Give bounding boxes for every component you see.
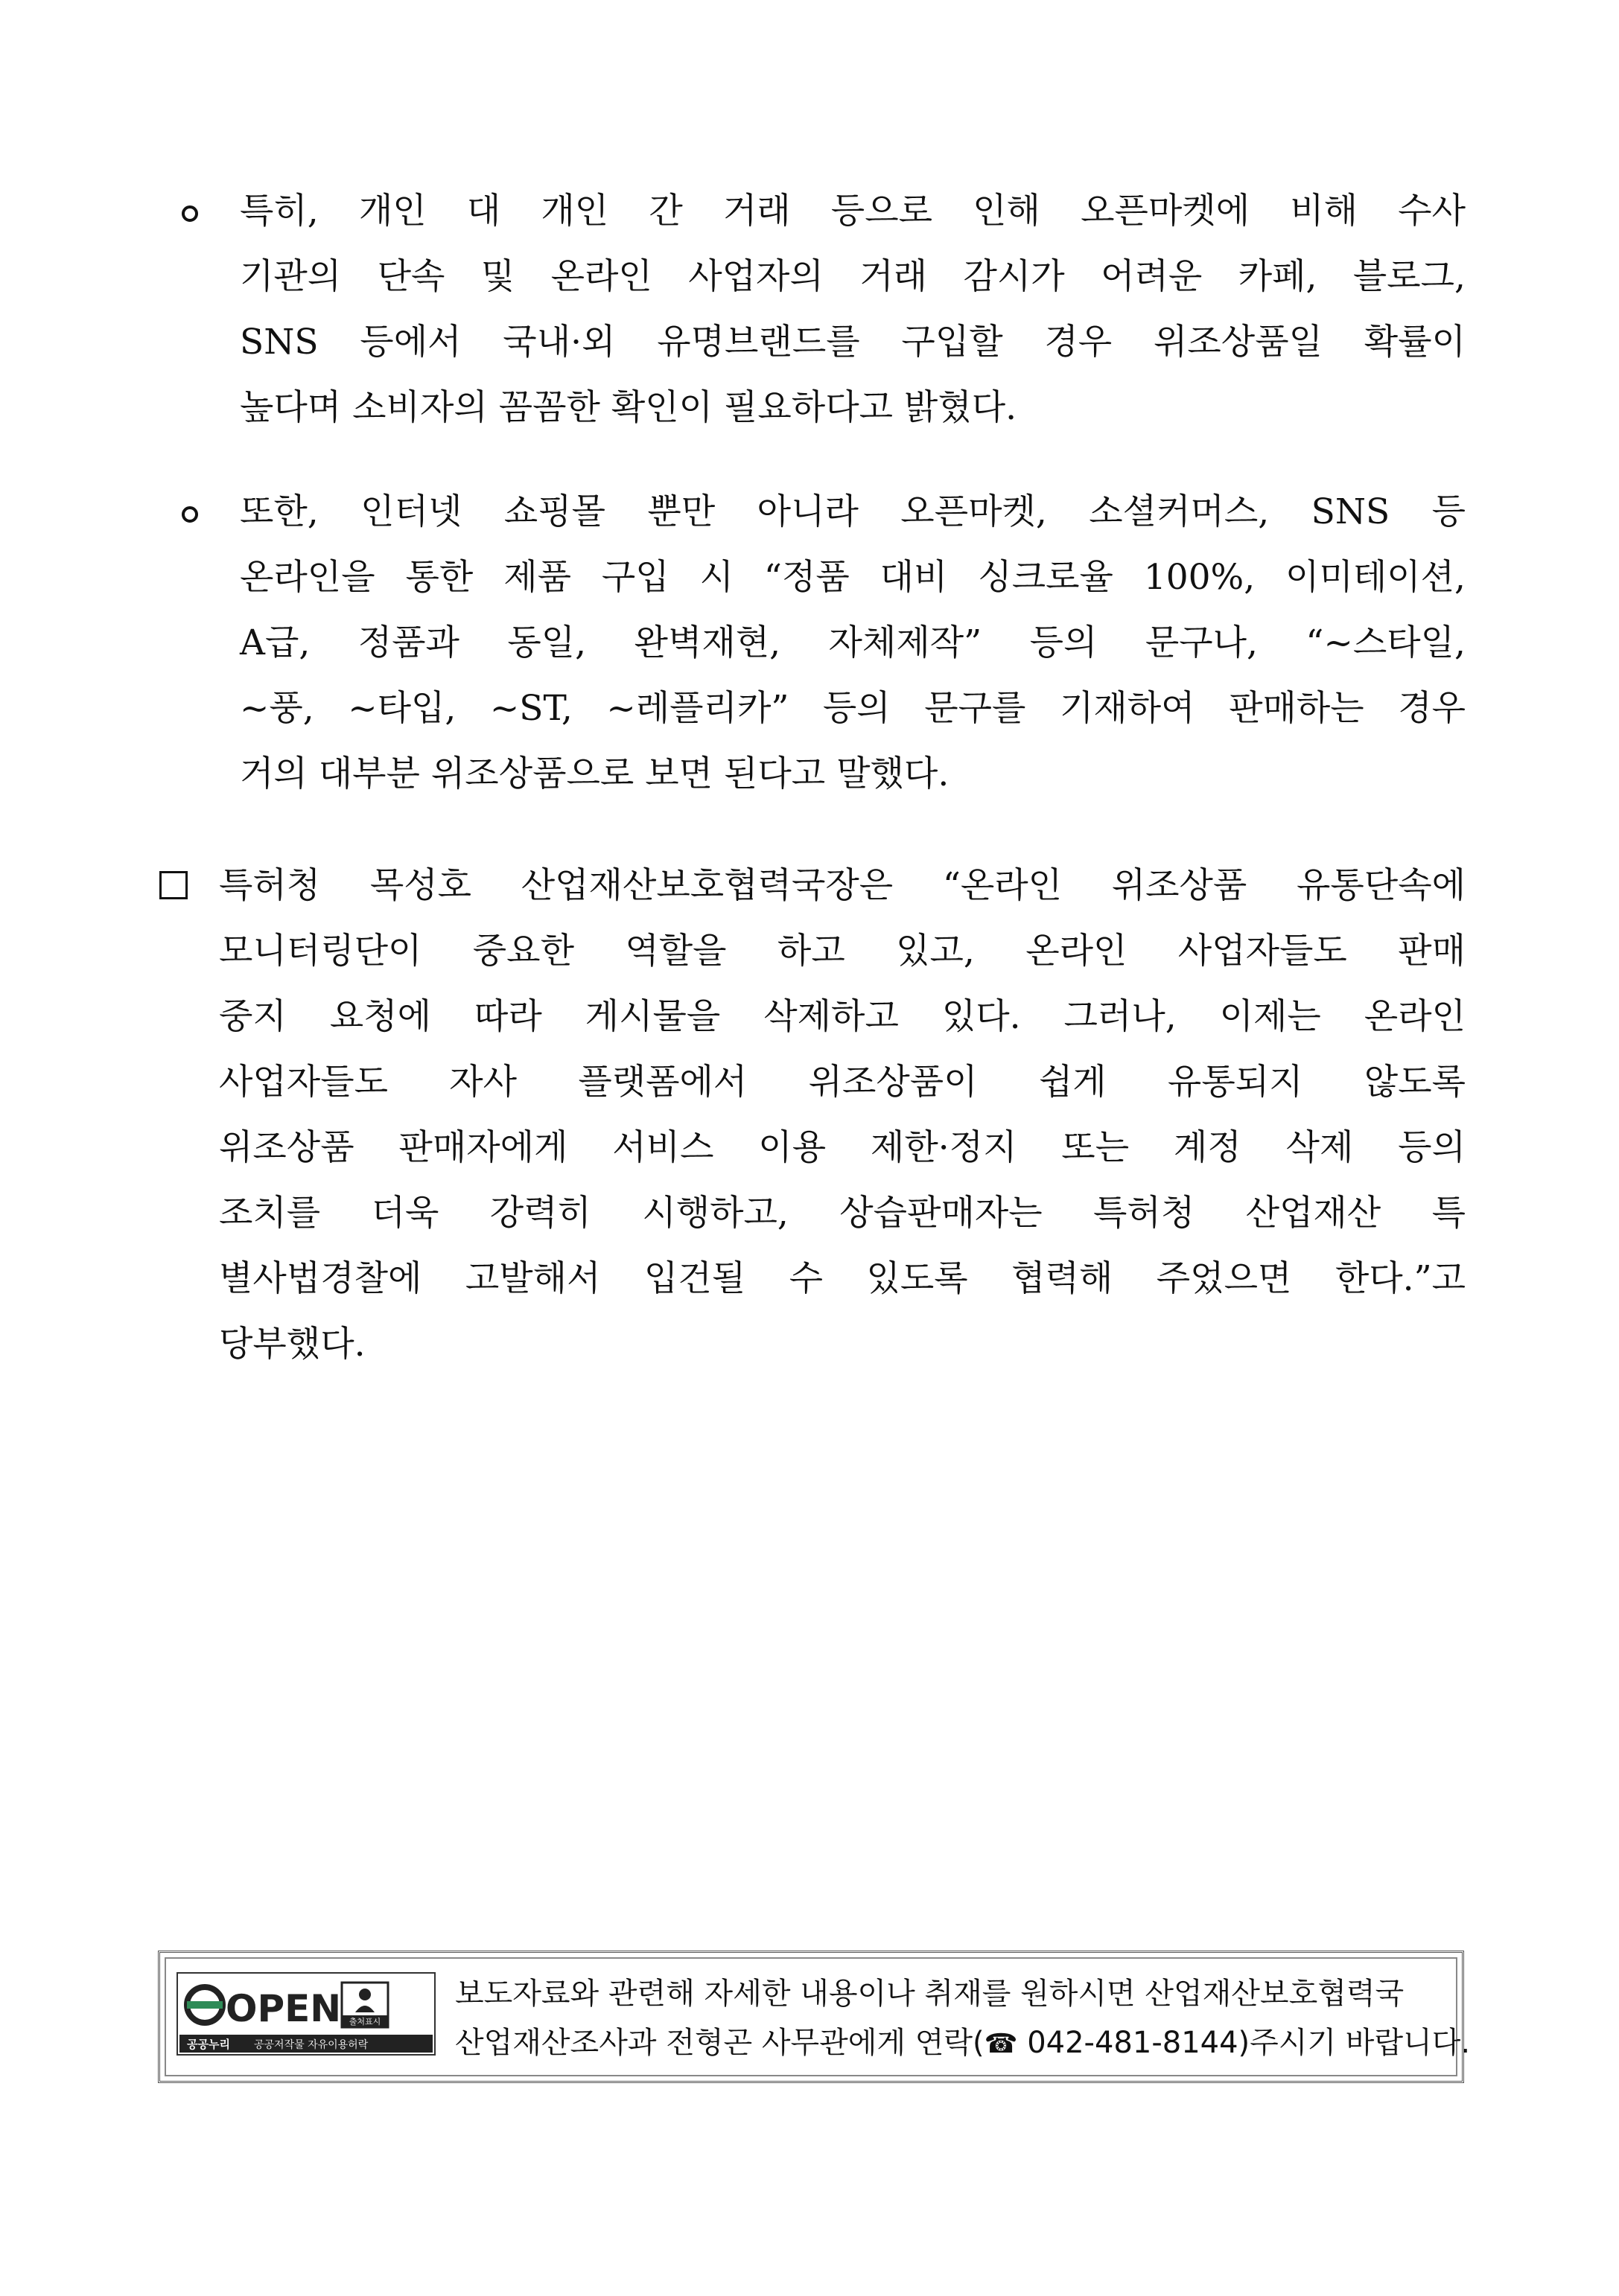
contact-line-1: 보도자료와 관련해 자세한 내용이나 취재를 원하시면 산업재산보호협력국 <box>455 1977 1405 2011</box>
paragraph-director-statement <box>219 853 1466 1377</box>
circle-bullet <box>182 506 198 523</box>
paragraph-online-sales-risk <box>240 179 1466 441</box>
paragraph-line: 조치를 더욱 강력히 시행하고, 상습판매자는 특허청 산업재산 특 <box>219 1193 1466 1234</box>
paragraph-line: SNS 등에서 국내·외 유명브랜드를 구입할 경우 위조상품일 확률이 <box>240 322 1466 363</box>
paragraph-line: 특히, 개인 대 개인 간 거래 등으로 인해 오픈마켓에 비해 수사 <box>240 191 1466 232</box>
contact-line-2-pre: 산업재산조사과 전형곤 사무관에게 연락( <box>455 2026 985 2060</box>
paragraph-line: 사업자들도 자사 플랫폼에서 위조상품이 쉽게 유통되지 않도록 <box>219 1062 1466 1103</box>
paragraph-line: 별사법경찰에 고발해서 입건될 수 있도록 협력해 주었으면 한다.”고 <box>219 1258 1466 1299</box>
paragraph-line: 모니터링단이 중요한 역할을 하고 있고, 온라인 사업자들도 판매 <box>219 931 1466 972</box>
logo-brand: 공공누리 <box>187 2038 230 2051</box>
contact-line-2 <box>455 2018 1471 2069</box>
phone-icon: ☎ <box>984 2029 1018 2059</box>
logo-tagline: 공공저작물 자유이용허락 <box>254 2039 369 2051</box>
logo-badge-text: 출처표시 <box>349 2017 381 2026</box>
paragraph-line: 위조상품 판매자에게 서비스 이용 제한·정지 또는 계정 삭제 등의 <box>219 1127 1466 1168</box>
paragraph-line: 기관의 단속 및 온라인 사업자의 거래 감시가 어려운 카페, 블로그, <box>240 256 1466 297</box>
paragraph-line: 높다며 소비자의 꼼꼼한 확인이 필요하다고 밝혔다. <box>240 387 1017 428</box>
paragraph-line: 중지 요청에 따라 게시물을 삭제하고 있다. 그러나, 이제는 온라인 <box>219 996 1466 1037</box>
paragraph-line: 또한, 인터넷 쇼핑몰 뿐만 아니라 오픈마켓, 소셜커머스, SNS 등 <box>240 491 1466 532</box>
kogl-open-license-logo <box>176 1972 436 2056</box>
square-bullet <box>159 871 188 899</box>
paragraph-line: A급, 정품과 동일, 완벽재현, 자체제작” 등의 문구나, “~스타일, <box>240 622 1466 663</box>
paragraph-line: ~풍, ~타입, ~ST, ~레플리카” 등의 문구를 기재하여 판매하는 경우 <box>240 688 1466 729</box>
logo-word: OPEN <box>226 1987 342 2030</box>
contact-text <box>455 1969 1471 2069</box>
logo-o-bar <box>187 2001 223 2009</box>
paragraph-counterfeit-phrases <box>240 479 1466 807</box>
paragraph-line: 특허청 목성호 산업재산보호협력국장은 “온라인 위조상품 유통단속에 <box>219 865 1466 906</box>
contact-phone-number: 042-481-8144)주시기 바랍니다. <box>1017 2026 1471 2060</box>
paragraph-line: 당부했다. <box>219 1324 366 1365</box>
paragraph-line: 거의 대부분 위조상품으로 보면 된다고 말했다. <box>240 753 950 794</box>
circle-bullet <box>182 205 198 222</box>
logo-person-head <box>359 1989 371 2000</box>
paragraph-line: 온라인을 통한 제품 구입 시 “정품 대비 싱크로율 100%, 이미테이션, <box>240 557 1466 598</box>
contact-info-box <box>158 1951 1471 2083</box>
